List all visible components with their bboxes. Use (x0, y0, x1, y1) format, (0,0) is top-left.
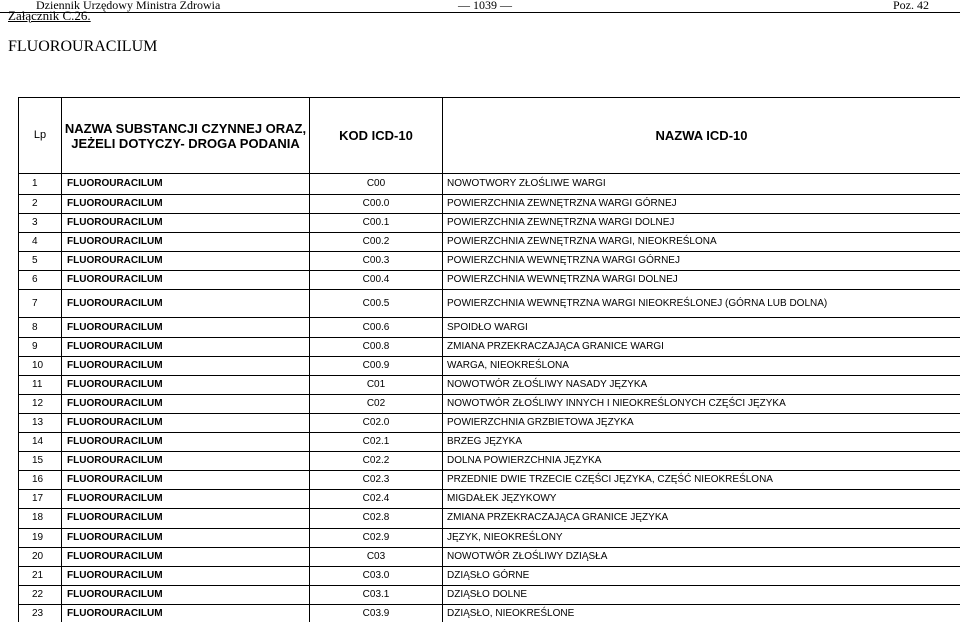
row-number: 17 (19, 490, 62, 509)
icd-name: WARGA, NIEOKREŚLONA (443, 356, 960, 375)
substance-name: FLUOROURACILUM (62, 375, 310, 394)
icd-code: C03.1 (310, 585, 443, 604)
column-header-substance: NAZWA SUBSTANCJI CZYNNEJ ORAZ, JEŻELI DOTYCZY- DROGA PODANIA (62, 98, 310, 174)
substance-name: FLUOROURACILUM (62, 604, 310, 622)
icd-name: ZMIANA PRZEKRACZAJĄCA GRANICE WARGI (443, 337, 960, 356)
row-number: 1 (19, 174, 62, 195)
icd-name: POWIERZCHNIA ZEWNĘTRZNA WARGI GÓRNEJ (443, 195, 960, 214)
running-header (0, 0, 960, 13)
table-row (19, 195, 960, 214)
icd-code: C02.8 (310, 509, 443, 528)
table-row (19, 337, 960, 356)
icd-name: JĘZYK, NIEOKREŚLONY (443, 528, 960, 547)
row-number: 3 (19, 214, 62, 233)
row-number: 9 (19, 337, 62, 356)
row-number: 8 (19, 318, 62, 337)
substance-name: FLUOROURACILUM (62, 394, 310, 413)
substance-name: FLUOROURACILUM (62, 547, 310, 566)
icd-code: C00.6 (310, 318, 443, 337)
row-number: 10 (19, 356, 62, 375)
icd-name: POWIERZCHNIA WEWNĘTRZNA WARGI NIEOKREŚLONEJ (GÓRNA LUB DOLNA) (443, 290, 960, 318)
row-number: 23 (19, 604, 62, 622)
table-row (19, 290, 960, 318)
row-number: 6 (19, 271, 62, 290)
substance-name: FLUOROURACILUM (62, 528, 310, 547)
table-row (19, 174, 960, 195)
substance-name: FLUOROURACILUM (62, 318, 310, 337)
table-header-row (19, 98, 960, 174)
row-number: 16 (19, 471, 62, 490)
table-row (19, 394, 960, 413)
icd-code: C03 (310, 547, 443, 566)
substance-name: FLUOROURACILUM (62, 356, 310, 375)
table-row (19, 585, 960, 604)
icd-name: NOWOTWORY ZŁOŚLIWE WARGI (443, 174, 960, 195)
substance-name: FLUOROURACILUM (62, 337, 310, 356)
table-row (19, 604, 960, 622)
icd-code: C00.0 (310, 195, 443, 214)
icd-name: NOWOTWÓR ZŁOŚLIWY DZIĄSŁA (443, 547, 960, 566)
icd-code: C02.4 (310, 490, 443, 509)
table-row (19, 252, 960, 271)
icd-code: C00.8 (310, 337, 443, 356)
icd-name: MIGDAŁEK JĘZYKOWY (443, 490, 960, 509)
row-number: 21 (19, 566, 62, 585)
substance-name: FLUOROURACILUM (62, 271, 310, 290)
page-number: — 1039 — (458, 0, 512, 12)
icd-name: POWIERZCHNIA WEWNĘTRZNA WARGI DOLNEJ (443, 271, 960, 290)
table-row (19, 547, 960, 566)
substance-name: FLUOROURACILUM (62, 413, 310, 432)
icd-name: DOLNA POWIERZCHNIA JĘZYKA (443, 452, 960, 471)
row-number: 13 (19, 413, 62, 432)
table-body (19, 174, 960, 622)
table-row (19, 271, 960, 290)
row-number: 19 (19, 528, 62, 547)
journal-name: Dziennik Urzędowy Ministra Zdrowia (36, 0, 221, 12)
table-row (19, 413, 960, 432)
document-title: FLUOROURACILUM (8, 38, 158, 55)
table-row (19, 471, 960, 490)
table-row (19, 356, 960, 375)
icd-code: C01 (310, 375, 443, 394)
substance-name: FLUOROURACILUM (62, 233, 310, 252)
table-row (19, 233, 960, 252)
row-number: 18 (19, 509, 62, 528)
row-number: 14 (19, 433, 62, 452)
icd-name: POWIERZCHNIA GRZBIETOWA JĘZYKA (443, 413, 960, 432)
icd-code: C00.2 (310, 233, 443, 252)
substance-name: FLUOROURACILUM (62, 214, 310, 233)
icd-table (18, 97, 960, 622)
annex-label: Załącznik C.26. (8, 8, 91, 23)
table-row (19, 214, 960, 233)
icd-name: DZIĄSŁO, NIEOKREŚLONE (443, 604, 960, 622)
substance-name: FLUOROURACILUM (62, 471, 310, 490)
icd-name: SPOIDŁO WARGI (443, 318, 960, 337)
substance-name: FLUOROURACILUM (62, 433, 310, 452)
substance-name: FLUOROURACILUM (62, 509, 310, 528)
column-header-lp: Lp (19, 98, 62, 174)
icd-name: BRZEG JĘZYKA (443, 433, 960, 452)
table-row (19, 490, 960, 509)
icd-code: C00 (310, 174, 443, 195)
icd-code: C02.3 (310, 471, 443, 490)
substance-name: FLUOROURACILUM (62, 585, 310, 604)
icd-code: C02.0 (310, 413, 443, 432)
table-row (19, 528, 960, 547)
substance-name: FLUOROURACILUM (62, 252, 310, 271)
table-row (19, 452, 960, 471)
row-number: 4 (19, 233, 62, 252)
icd-name: PRZEDNIE DWIE TRZECIE CZĘŚCI JĘZYKA, CZĘŚĆ NIEOKREŚLONA (443, 471, 960, 490)
icd-code: C00.3 (310, 252, 443, 271)
column-header-name: NAZWA ICD-10 (443, 98, 960, 174)
row-number: 7 (19, 290, 62, 318)
table-row (19, 509, 960, 528)
row-number: 2 (19, 195, 62, 214)
row-number: 22 (19, 585, 62, 604)
column-header-code: KOD ICD-10 (310, 98, 443, 174)
position-number: Poz. 42 (893, 0, 929, 12)
icd-name: ZMIANA PRZEKRACZAJĄCA GRANICE JĘZYKA (443, 509, 960, 528)
icd-code: C00.5 (310, 290, 443, 318)
substance-name: FLUOROURACILUM (62, 452, 310, 471)
icd-name: POWIERZCHNIA ZEWNĘTRZNA WARGI, NIEOKREŚLONA (443, 233, 960, 252)
icd-name: NOWOTWÓR ZŁOŚLIWY INNYCH I NIEOKREŚLONYCH CZĘŚCI JĘZYKA (443, 394, 960, 413)
row-number: 11 (19, 375, 62, 394)
substance-name: FLUOROURACILUM (62, 566, 310, 585)
icd-code: C03.9 (310, 604, 443, 622)
table-row (19, 433, 960, 452)
icd-code: C02.2 (310, 452, 443, 471)
icd-name: POWIERZCHNIA ZEWNĘTRZNA WARGI DOLNEJ (443, 214, 960, 233)
substance-name: FLUOROURACILUM (62, 174, 310, 195)
icd-code: C03.0 (310, 566, 443, 585)
row-number: 20 (19, 547, 62, 566)
table-row (19, 318, 960, 337)
icd-code: C02 (310, 394, 443, 413)
icd-name: DZIĄSŁO GÓRNE (443, 566, 960, 585)
substance-name: FLUOROURACILUM (62, 195, 310, 214)
icd-code: C00.9 (310, 356, 443, 375)
row-number: 12 (19, 394, 62, 413)
table-row (19, 566, 960, 585)
substance-name: FLUOROURACILUM (62, 290, 310, 318)
row-number: 5 (19, 252, 62, 271)
table-row (19, 375, 960, 394)
icd-code: C00.1 (310, 214, 443, 233)
substance-name: FLUOROURACILUM (62, 490, 310, 509)
icd-code: C00.4 (310, 271, 443, 290)
icd-name: POWIERZCHNIA WEWNĘTRZNA WARGI GÓRNEJ (443, 252, 960, 271)
icd-code: C02.9 (310, 528, 443, 547)
row-number: 15 (19, 452, 62, 471)
icd-code: C02.1 (310, 433, 443, 452)
icd-name: NOWOTWÓR ZŁOŚLIWY NASADY JĘZYKA (443, 375, 960, 394)
icd-name: DZIĄSŁO DOLNE (443, 585, 960, 604)
